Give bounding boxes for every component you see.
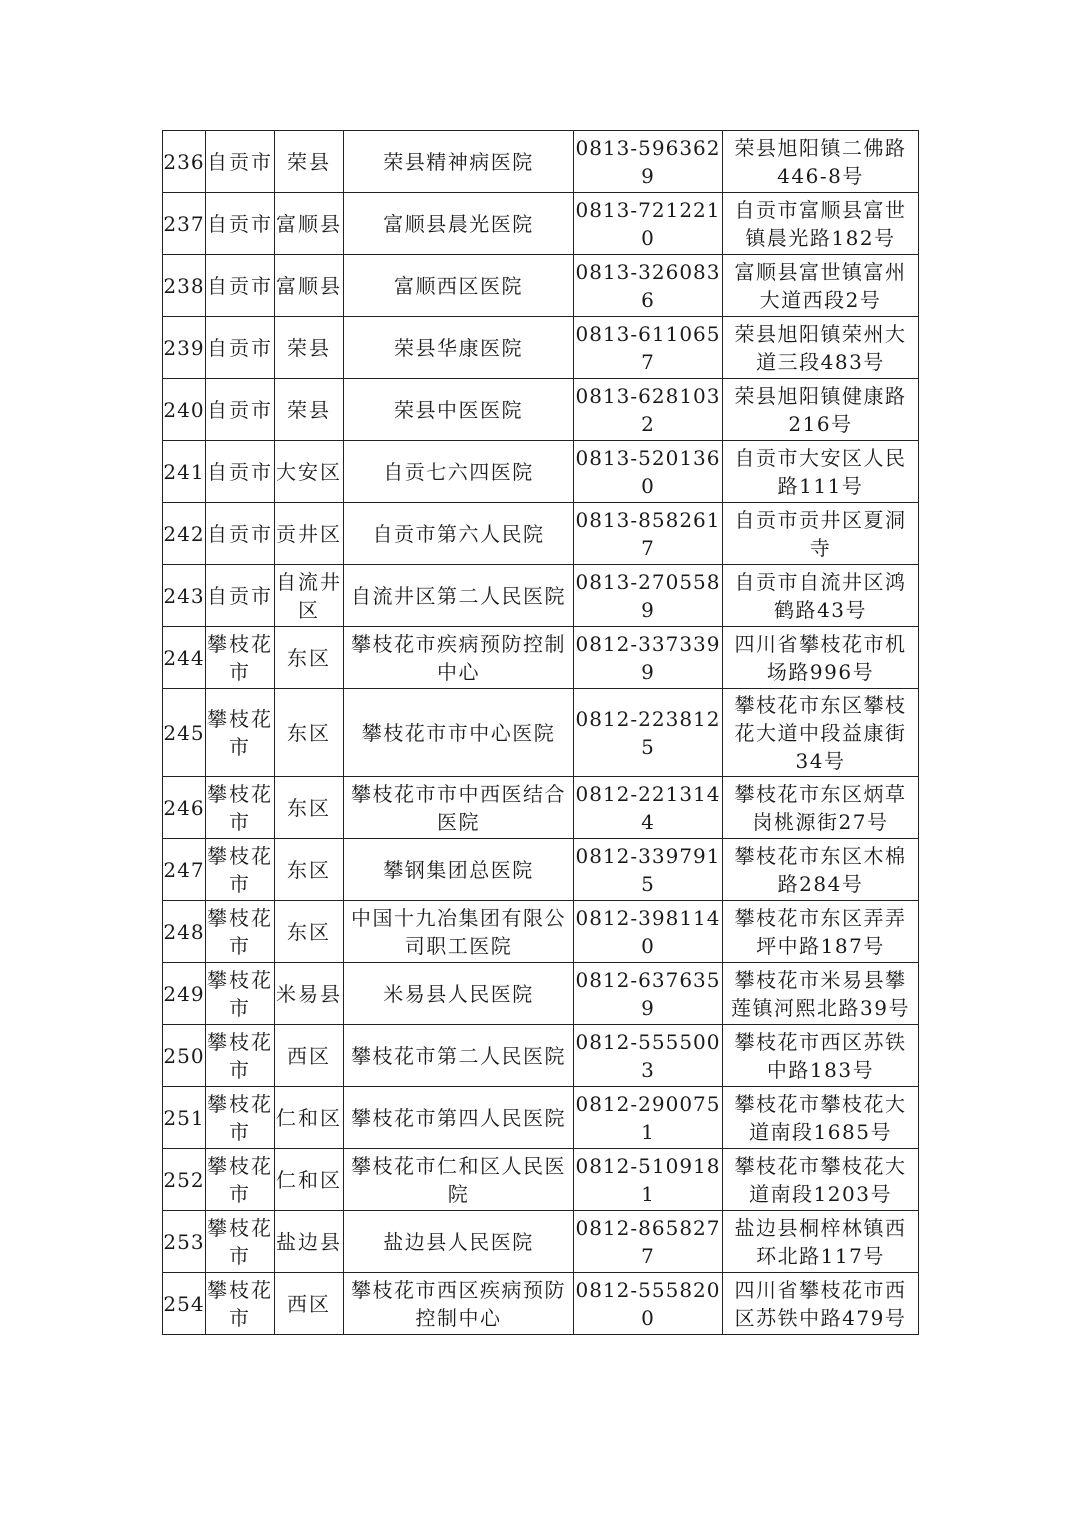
- address-cell: 攀枝花市攀枝花大道南段1685号: [723, 1087, 919, 1149]
- table-row: [163, 1273, 919, 1335]
- row-number-cell: 246: [163, 777, 206, 839]
- city-cell: 攀枝花市: [206, 1211, 275, 1273]
- city-cell: 攀枝花市: [206, 1025, 275, 1087]
- table-row: [163, 839, 919, 901]
- county-cell: 荣县: [275, 379, 344, 441]
- hospital-name-cell: 攀枝花市疾病预防控制中心: [344, 627, 574, 689]
- city-cell: 攀枝花市: [206, 1149, 275, 1211]
- row-number-cell: 247: [163, 839, 206, 901]
- hospital-name-cell: 攀钢集团总医院: [344, 839, 574, 901]
- county-cell: 盐边县: [275, 1211, 344, 1273]
- county-cell: 荣县: [275, 131, 344, 193]
- county-cell: 东区: [275, 627, 344, 689]
- hospital-name-cell: 富顺西区医院: [344, 255, 574, 317]
- address-cell: 四川省攀枝花市西区苏铁中路479号: [723, 1273, 919, 1335]
- phone-cell: 0812-6376359: [574, 963, 723, 1025]
- hospital-name-cell: 米易县人民医院: [344, 963, 574, 1025]
- county-cell: 富顺县: [275, 193, 344, 255]
- hospital-name-cell: 自贡七六四医院: [344, 441, 574, 503]
- row-number-cell: 252: [163, 1149, 206, 1211]
- address-cell: 自贡市自流井区鸿鹤路43号: [723, 565, 919, 627]
- county-cell: 东区: [275, 839, 344, 901]
- hospital-name-cell: 荣县中医医院: [344, 379, 574, 441]
- city-cell: 自贡市: [206, 131, 275, 193]
- row-number-cell: 241: [163, 441, 206, 503]
- hospital-name-cell: 荣县精神病医院: [344, 131, 574, 193]
- address-cell: 荣县旭阳镇健康路216号: [723, 379, 919, 441]
- county-cell: 西区: [275, 1273, 344, 1335]
- table-row: [163, 503, 919, 565]
- county-cell: 富顺县: [275, 255, 344, 317]
- hospital-name-cell: 攀枝花市第四人民医院: [344, 1087, 574, 1149]
- county-cell: 东区: [275, 689, 344, 777]
- phone-cell: 0812-2238125: [574, 689, 723, 777]
- phone-cell: 0812-2900751: [574, 1087, 723, 1149]
- phone-cell: 0813-6110657: [574, 317, 723, 379]
- county-cell: 西区: [275, 1025, 344, 1087]
- row-number-cell: 250: [163, 1025, 206, 1087]
- city-cell: 自贡市: [206, 193, 275, 255]
- row-number-cell: 239: [163, 317, 206, 379]
- address-cell: 自贡市大安区人民路111号: [723, 441, 919, 503]
- county-cell: 贡井区: [275, 503, 344, 565]
- table-row: [163, 1211, 919, 1273]
- county-cell: 荣县: [275, 317, 344, 379]
- phone-cell: 0813-7212210: [574, 193, 723, 255]
- address-cell: 盐边县桐梓林镇西环北路117号: [723, 1211, 919, 1273]
- table-row: [163, 627, 919, 689]
- address-cell: 四川省攀枝花市机场路996号: [723, 627, 919, 689]
- phone-cell: 0813-2705589: [574, 565, 723, 627]
- table-row: [163, 901, 919, 963]
- phone-cell: 0812-3373399: [574, 627, 723, 689]
- hospital-name-cell: 荣县华康医院: [344, 317, 574, 379]
- hospital-name-cell: 攀枝花市市中西医结合医院: [344, 777, 574, 839]
- phone-cell: 0812-5558200: [574, 1273, 723, 1335]
- phone-cell: 0812-3981140: [574, 901, 723, 963]
- county-cell: 米易县: [275, 963, 344, 1025]
- county-cell: 仁和区: [275, 1149, 344, 1211]
- row-number-cell: 249: [163, 963, 206, 1025]
- city-cell: 自贡市: [206, 255, 275, 317]
- row-number-cell: 240: [163, 379, 206, 441]
- address-cell: 自贡市贡井区夏洞寺: [723, 503, 919, 565]
- city-cell: 攀枝花市: [206, 777, 275, 839]
- address-cell: 攀枝花市东区攀枝花大道中段益康街34号: [723, 689, 919, 777]
- county-cell: 仁和区: [275, 1087, 344, 1149]
- table-row: [163, 441, 919, 503]
- address-cell: 荣县旭阳镇二佛路446-8号: [723, 131, 919, 193]
- hospital-name-cell: 攀枝花市仁和区人民医院: [344, 1149, 574, 1211]
- hospital-name-cell: 攀枝花市西区疾病预防控制中心: [344, 1273, 574, 1335]
- city-cell: 自贡市: [206, 317, 275, 379]
- row-number-cell: 244: [163, 627, 206, 689]
- table-row: [163, 689, 919, 777]
- address-cell: 攀枝花市攀枝花大道南段1203号: [723, 1149, 919, 1211]
- address-cell: 富顺县富世镇富州大道西段2号: [723, 255, 919, 317]
- phone-cell: 0813-8582617: [574, 503, 723, 565]
- phone-cell: 0813-3260836: [574, 255, 723, 317]
- address-cell: 攀枝花市东区弄弄坪中路187号: [723, 901, 919, 963]
- hospital-name-cell: 攀枝花市市中心医院: [344, 689, 574, 777]
- table-row: [163, 1087, 919, 1149]
- city-cell: 自贡市: [206, 441, 275, 503]
- hospital-name-cell: 盐边县人民医院: [344, 1211, 574, 1273]
- row-number-cell: 245: [163, 689, 206, 777]
- address-cell: 攀枝花市东区木棉路284号: [723, 839, 919, 901]
- phone-cell: 0813-6281032: [574, 379, 723, 441]
- address-cell: 自贡市富顺县富世镇晨光路182号: [723, 193, 919, 255]
- phone-cell: 0812-3397915: [574, 839, 723, 901]
- table-row: [163, 379, 919, 441]
- address-cell: 攀枝花市东区炳草岗桃源街27号: [723, 777, 919, 839]
- row-number-cell: 237: [163, 193, 206, 255]
- city-cell: 攀枝花市: [206, 1273, 275, 1335]
- phone-cell: 0812-8658277: [574, 1211, 723, 1273]
- county-cell: 东区: [275, 777, 344, 839]
- phone-cell: 0812-2213144: [574, 777, 723, 839]
- table-row: [163, 963, 919, 1025]
- phone-cell: 0813-5201360: [574, 441, 723, 503]
- city-cell: 攀枝花市: [206, 839, 275, 901]
- hospital-name-cell: 自贡市第六人民院: [344, 503, 574, 565]
- phone-cell: 0812-5109181: [574, 1149, 723, 1211]
- city-cell: 攀枝花市: [206, 1087, 275, 1149]
- hospital-name-cell: 自流井区第二人民医院: [344, 565, 574, 627]
- city-cell: 攀枝花市: [206, 963, 275, 1025]
- hospital-table: [162, 130, 919, 1335]
- table-row: [163, 1025, 919, 1087]
- table-row: [163, 317, 919, 379]
- hospital-table-body: [163, 131, 919, 1335]
- table-row: [163, 1149, 919, 1211]
- table-row: [163, 565, 919, 627]
- county-cell: 大安区: [275, 441, 344, 503]
- hospital-name-cell: 富顺县晨光医院: [344, 193, 574, 255]
- address-cell: 攀枝花市米易县攀莲镇河熙北路39号: [723, 963, 919, 1025]
- county-cell: 自流井区: [275, 565, 344, 627]
- row-number-cell: 236: [163, 131, 206, 193]
- city-cell: 自贡市: [206, 503, 275, 565]
- row-number-cell: 238: [163, 255, 206, 317]
- table-row: [163, 193, 919, 255]
- row-number-cell: 242: [163, 503, 206, 565]
- city-cell: 自贡市: [206, 565, 275, 627]
- row-number-cell: 243: [163, 565, 206, 627]
- county-cell: 东区: [275, 901, 344, 963]
- hospital-name-cell: 攀枝花市第二人民医院: [344, 1025, 574, 1087]
- row-number-cell: 253: [163, 1211, 206, 1273]
- hospital-name-cell: 中国十九冶集团有限公司职工医院: [344, 901, 574, 963]
- address-cell: 荣县旭阳镇荣州大道三段483号: [723, 317, 919, 379]
- address-cell: 攀枝花市西区苏铁中路183号: [723, 1025, 919, 1087]
- row-number-cell: 251: [163, 1087, 206, 1149]
- table-row: [163, 255, 919, 317]
- phone-cell: 0812-5555003: [574, 1025, 723, 1087]
- phone-cell: 0813-5963629: [574, 131, 723, 193]
- table-row: [163, 777, 919, 839]
- city-cell: 攀枝花市: [206, 689, 275, 777]
- city-cell: 攀枝花市: [206, 627, 275, 689]
- table-row: [163, 131, 919, 193]
- row-number-cell: 254: [163, 1273, 206, 1335]
- city-cell: 攀枝花市: [206, 901, 275, 963]
- city-cell: 自贡市: [206, 379, 275, 441]
- row-number-cell: 248: [163, 901, 206, 963]
